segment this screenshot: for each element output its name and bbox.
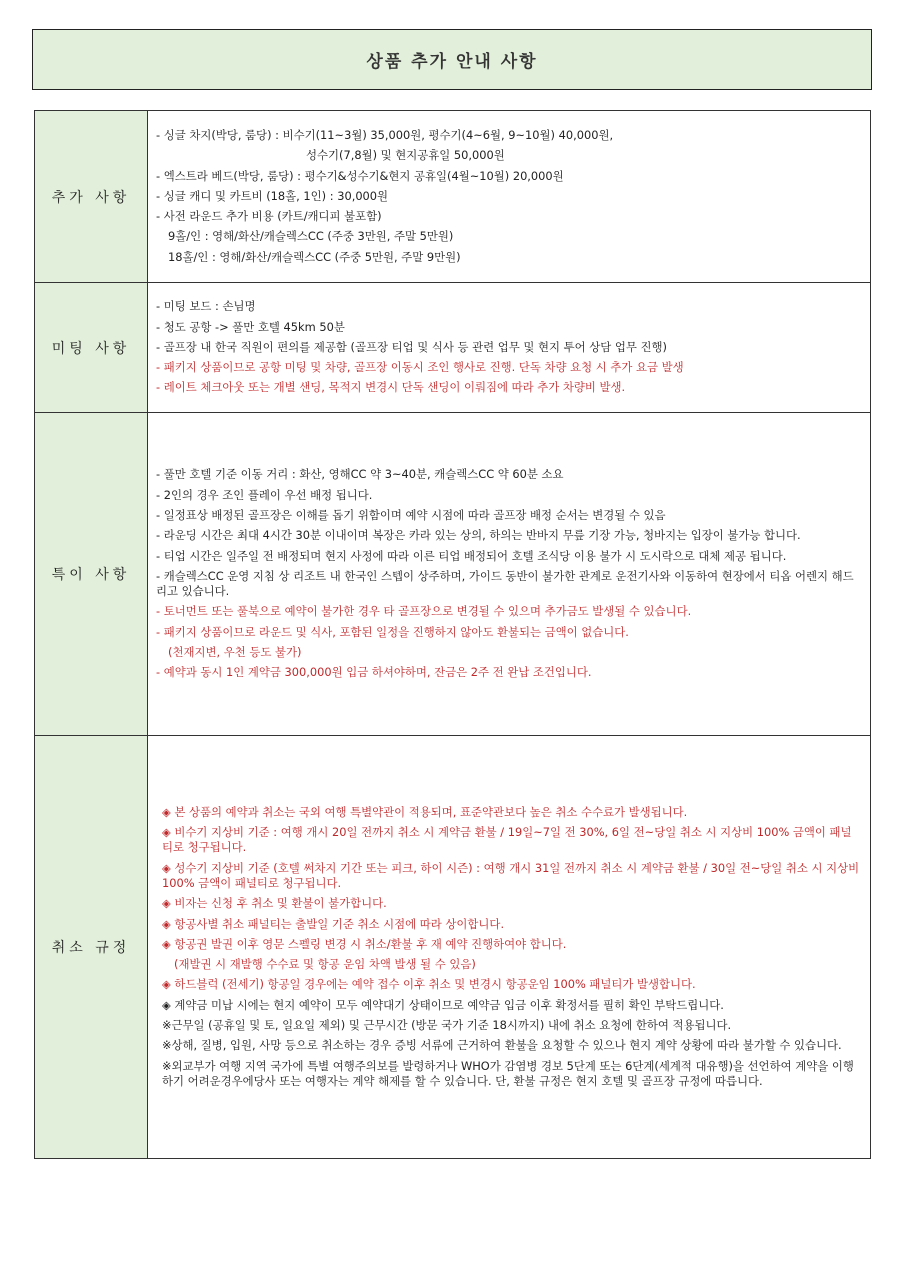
page-title: 상품 추가 안내 사항: [32, 29, 872, 90]
list-item: ◈ 비수기 지상비 기준 : 여행 개시 20일 전까지 취소 시 계약금 환불 / 19일~7일 전 30%, 6일 전~당일 취소 시 지상비 100% 금액이 패널티로 청구됩니다.: [162, 825, 852, 855]
list-item: ◈ 계약금 미납 시에는 현지 예약이 모두 예약대기 상태이므로 예약금 입금 이후 확정서를 필히 확인 부탁드립니다.: [162, 997, 724, 1012]
list-item: - 미팅 보드 : 손님명: [156, 299, 256, 314]
list-item: - 캐슬렉스CC 운영 지침 상 리조트 내 한국인 스텝이 상주하며, 가이드 동반이 불가한 관계로 운전기사와 이동하여 현장에서 티옵 어렌지 해드리고 있습니다.: [156, 568, 854, 599]
section-label-meeting: 미팅 사항: [35, 283, 148, 413]
list-item: - 2인의 경우 조인 플레이 우선 배정 됩니다.: [156, 487, 373, 502]
section-content-extra: [148, 111, 871, 283]
list-item: - 풀만 호텔 기준 이동 거리 : 화산, 영해CC 약 3~40분, 캐슬렉스CC 약 60분 소요: [156, 467, 564, 482]
section-content-cancel: [148, 736, 871, 1159]
section-label-special: 특이 사항: [35, 413, 148, 736]
list-item: 9홀/인 : 영해/화산/캐슬렉스CC (주중 3만원, 주말 5만원): [168, 229, 454, 244]
list-item: ◈ 항공사별 취소 패널티는 출발일 기준 취소 시점에 따라 상이합니다.: [162, 916, 505, 931]
list-item: - 레이트 체크아웃 또는 개별 샌딩, 목적지 변경시 단독 샌딩이 이뤄짐에 따라 추가 차량비 발생.: [156, 380, 626, 395]
section-special: [35, 413, 871, 736]
list-item: - 패키지 상품이므로 라운드 및 식사, 포함된 일정을 진행하지 않아도 환불되는 금액이 없습니다.: [156, 624, 629, 639]
list-item: - 싱글 차지(박당, 룸당) : 비수기(11~3월) 35,000원, 평수기(4~6월, 9~10월) 40,000원,: [156, 128, 614, 143]
list-item: 18홀/인 : 영해/화산/캐슬렉스CC (주중 5만원, 주말 9만원): [168, 249, 461, 264]
list-item: ※외교부가 여행 지역 국가에 특별 여행주의보를 발령하거나 WHO가 감염병 경보 5단계 또는 6단계(세계적 대유행)을 선언하여 계약을 이행하기 어려운경우에당사 또는 여행자는 계약 해제를 할 수 있습니다. 단, 환불 규정은 현지 호텔 및 골프장 규정에 따릅니다.: [162, 1058, 854, 1088]
list-item: - 엑스트라 베드(박당, 룸당) : 평수기&성수기&현지 공휴일(4월~10월) 20,000원: [156, 168, 564, 183]
list-item: - 토너먼트 또는 풀북으로 예약이 불가한 경우 타 골프장으로 변경될 수 있으며 추가금도 발생될 수 있습니다.: [156, 604, 692, 619]
list-item: ◈ 항공권 발권 이후 영문 스펠링 변경 시 취소/환불 후 재 예약 진행하여야 합니다.: [162, 936, 567, 951]
list-item: - 사전 라운드 추가 비용 (카트/캐디피 불포함): [156, 209, 382, 224]
list-item: - 골프장 내 한국 직원이 편의를 제공함 (골프장 티업 및 식사 등 관련 업무 및 현지 투어 상담 업무 진행): [156, 339, 667, 354]
list-item: ◈ 성수기 지상비 기준 (호텔 써차지 기간 또는 피크, 하이 시즌) : 여행 개시 31일 전까지 취소 시 계약금 환불 / 30일 전~당일 취소 시 지상비 100% 금액이 패널티로 청구됩니다.: [162, 860, 860, 891]
list-item: 성수기(7,8월) 및 현지공휴일 50,000원: [306, 148, 505, 163]
list-item: - 티업 시간은 일주일 전 배정되며 현지 사정에 따라 이른 티업 배정되어 호텔 조식당 이용 불가 시 도시락으로 대체 제공 됩니다.: [156, 548, 787, 563]
section-cancel: [35, 736, 871, 1159]
section-meeting: [35, 283, 871, 413]
list-item: ※근무일 (공휴일 및 토, 일요일 제외) 및 근무시간 (방문 국가 기준 18시까지) 내에 취소 요청에 한하여 적용됩니다.: [162, 1017, 732, 1032]
list-item: ◈ 비자는 신청 후 취소 및 환불이 불가합니다.: [162, 896, 387, 911]
section-extra: [35, 111, 871, 283]
list-item: (천재지변, 우천 등도 불가): [168, 644, 302, 659]
list-item: - 싱글 캐디 및 카트비 (18홀, 1인) : 30,000원: [156, 188, 389, 203]
section-label-extra: 추가 사항: [35, 111, 148, 283]
list-item: ◈ 하드블럭 (전세기) 항공일 경우에는 예약 접수 이후 취소 및 변경시 항공운임 100% 패널티가 발생합니다.: [162, 977, 696, 992]
list-item: - 일정표상 배정된 골프장은 이해를 돕기 위함이며 예약 시점에 따라 골프장 배정 순서는 변경될 수 있음: [156, 508, 666, 523]
list-item: - 라운딩 시간은 최대 4시간 30분 이내이며 복장은 카라 있는 상의, 하의는 반바지 무릎 기장 가능, 청바지는 입장이 불가능 합니다.: [156, 528, 801, 543]
info-table: [34, 110, 871, 1159]
list-item: - 청도 공항 -> 풀만 호텔 45km 50분: [156, 319, 345, 334]
list-item: - 패키지 상품이므로 공항 미팅 및 차량, 골프장 이동시 조인 행사로 진행. 단독 차량 요청 시 추가 요금 발생: [156, 360, 684, 375]
section-content-special: [148, 413, 871, 736]
list-item: - 예약과 동시 1인 계약금 300,000원 입금 하셔야하며, 잔금은 2주 전 완납 조건입니다.: [156, 665, 592, 680]
list-item: ◈ 본 상품의 예약과 취소는 국외 여행 특별약관이 적용되며, 표준약관보다 높은 취소 수수료가 발생됩니다.: [162, 804, 688, 819]
section-label-cancel: 취소 규정: [35, 736, 148, 1159]
list-item: (재발권 시 재발행 수수료 및 항공 운임 차액 발생 될 수 있음): [174, 957, 476, 972]
list-item: ※상해, 질병, 입원, 사망 등으로 취소하는 경우 증빙 서류에 근거하여 환불을 요청할 수 있으나 현지 계약 상황에 따라 불가할 수 있습니다.: [162, 1038, 842, 1053]
section-content-meeting: [148, 283, 871, 413]
